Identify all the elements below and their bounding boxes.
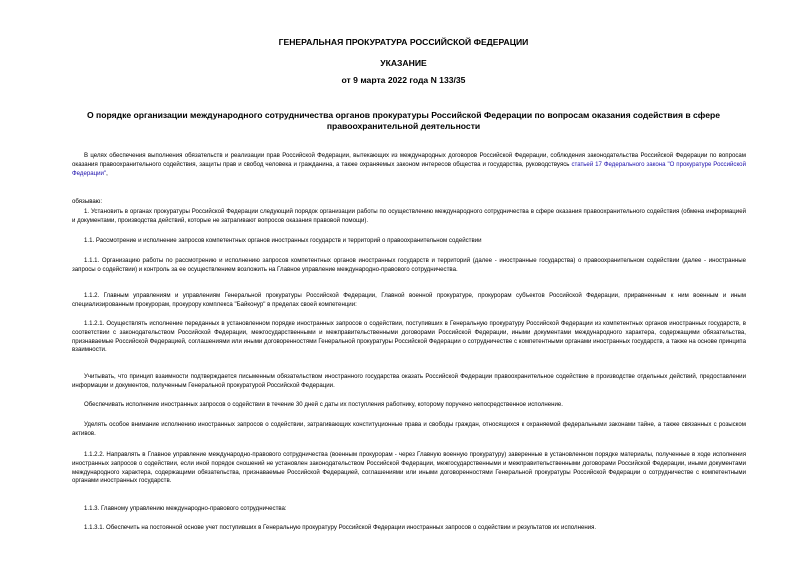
paragraph-reciprocity: Учитывать, что принцип взаимности подтверждается письменным обязательством иностранного государства оказать Российской Федерации правоохранительное содействие в производстве отдельных действий, предоставлении информации и документов, полученным Генеральной прокуратурой Российской Федерации. <box>72 373 746 389</box>
article-17-link[interactable]: статьей 17 Федерального закона <box>571 160 666 168</box>
prosecutor-law-link[interactable]: "О прокуратуре Российской Федерации" <box>72 160 746 177</box>
paragraph-1-1-2-2: 1.1.2.2. Направлять в Главное управление международно-правового сотрудничества (военным прокурорам - через Главную военную прокуратуру) заверенные в установленном порядке материалы, полученные в ходе исполнения иностранных запросов о содействии, если иной порядок сношений не установлен законодательством Российской Федерации, межгосударственными и межправительственными договорами Российской Федерации, иными документами международного характера, содержащими обязательства, признаваемые Российской Федерацией, соглашениями или иными договоренностями Генеральной прокуратуры Российской Федерации о сотрудничестве с компетентными органами иностранных государств. <box>72 451 746 485</box>
paragraph-1: 1. Установить в органах прокуратуры Российской Федерации следующий порядок организации работы по осуществлению международного сотрудничества в сфере оказания правоохранительного содействия (обмена информацией и документами, производства действий, которые не затрагивают вопросов оказания правовой помощи). <box>72 208 746 224</box>
paragraph-1-1: 1.1. Рассмотрение и исполнение запросов компетентных органов иностранных государств и территорий о правоохранительном содействии <box>84 237 482 244</box>
paragraph-1-1-2-1: 1.1.2.1. Осуществлять исполнение переданных в установленном порядке иностранных запросов о содействии, поступивших в Генеральную прокуратуру Российской Федерации из компетентных органов иностранных государств, в соответствии с законодательством Российской Федерации, межгосударственными и межправительственными договорами Российской Федерации, иными документами международного характера, содержащими обязательства, признаваемые Российской Федерацией, соглашениями или иными договоренностями Генеральной прокуратуры Российской Федерации о сотрудничестве с компетентными органами иностранных государств, а также на основе принципа взаимности. <box>72 320 746 354</box>
intro-end: , <box>106 169 108 177</box>
paragraph-1-1-3: 1.1.3. Главному управлению международно-правового сотрудничества: <box>84 505 287 512</box>
document-date: от 9 марта 2022 года N 133/35 <box>341 75 466 85</box>
obligate-line: обязываю: <box>72 198 103 205</box>
paragraph-special-attention: Уделять особое внимание исполнению иностранных запросов о содействии, затрагивающих конституционные права и свободы граждан, относящихся к охраняемой федеральными законами тайне, а также связанных с розыском активов. <box>72 421 746 437</box>
intro-text: В целях обеспечения выполнения обязательств и реализации прав Российской Федерации, вытекающих из международных договоров Российской Федерации, соблюдения законодательства Российской Федерации по вопросам оказания правоохранительного содействия, защиты прав и свобод человека и гражданина, а также охраняемых законом интересов общества и государства, руководствуясь <box>72 152 746 168</box>
paragraph-1-1-3-1: 1.1.3.1. Обеспечить на постоянной основе учет поступивших в Генеральную прокуратуру Российской Федерации иностранных запросов о содействии и результатов их исполнения. <box>84 524 597 531</box>
paragraph-30-days: Обеспечивать исполнение иностранных запросов о содействии в течение 30 дней с даты их поступления работнику, которому поручено непосредственное исполнение. <box>84 401 563 408</box>
paragraph-1-1-1: 1.1.1. Организацию работы по рассмотрению и исполнению запросов компетентных органов иностранных государств и территорий (далее - иностранные государства) о правоохранительном содействии (далее - иностранные запросы о содействии) и контроль за ее осуществлением возложить на Главное управление международно-правового сотрудничества. <box>72 257 746 273</box>
paragraph-1-1-2: 1.1.2. Главным управлениям и управлениям Генеральной прокуратуры Российской Федерации, Главной военной прокуратуре, прокурорам субъектов Российской Федерации, приравненным к ним военным и иным специализированным прокурорам, прокурору комплекса "Байконур" в пределах своей компетенции: <box>72 292 746 308</box>
document-type: УКАЗАНИЕ <box>380 58 427 68</box>
intro-paragraph <box>72 152 746 178</box>
organization-heading: ГЕНЕРАЛЬНАЯ ПРОКУРАТУРА РОССИЙСКОЙ ФЕДЕРАЦИИ <box>278 37 529 47</box>
document-title: О порядке организации международного сотрудничества органов прокуратуры Российской Федерации по вопросам оказания содействия в сфере правоохранительной деятельности <box>86 110 721 131</box>
